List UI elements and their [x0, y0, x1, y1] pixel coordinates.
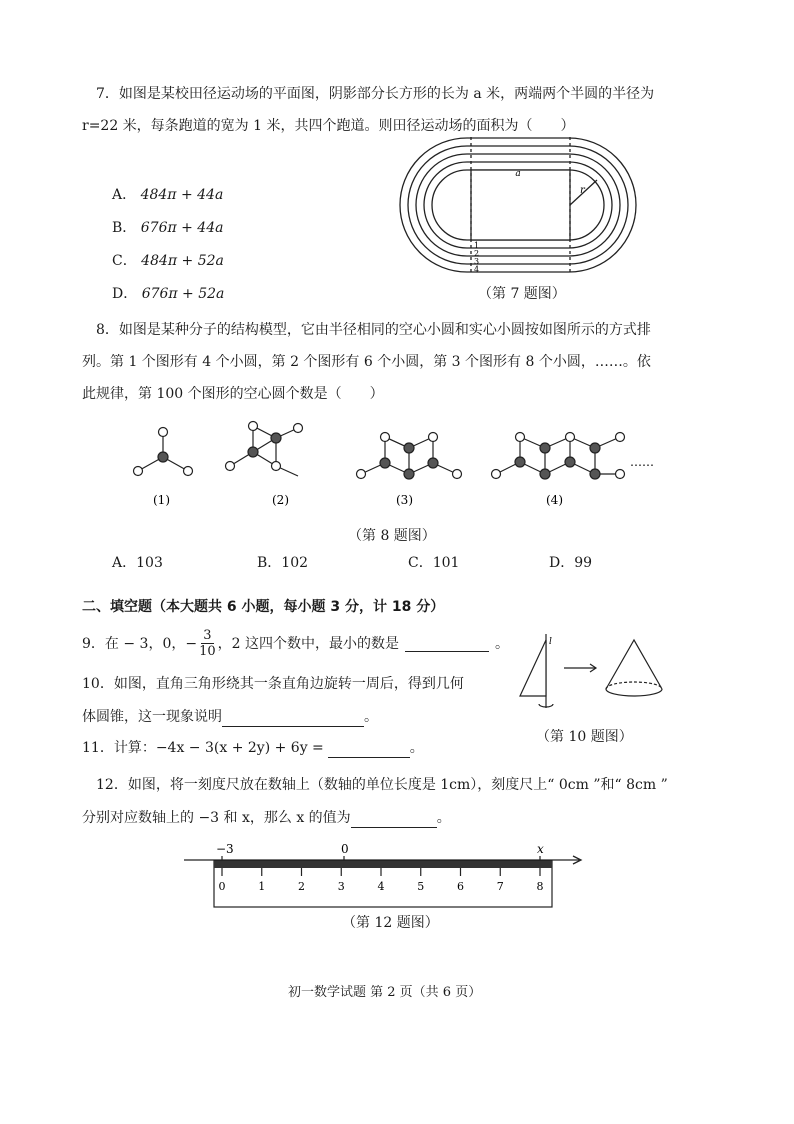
solid-circle — [271, 433, 281, 443]
q11-text — [82, 738, 424, 758]
hollow-circle — [134, 467, 143, 476]
cone-base-back — [606, 682, 662, 689]
q8-text-line1: 8．如图是某种分子的结构模型，它由半径相同的空心小圆和实心小圆按如图所示的方式排 — [96, 322, 651, 338]
hollow-circle — [381, 433, 390, 442]
option-text: 101 — [432, 555, 460, 571]
label-r: r — [580, 185, 585, 196]
q12-answer-blank[interactable] — [351, 811, 437, 828]
q9-prefix: 9．在 − 3，0，− — [82, 635, 198, 652]
hollow-circle — [616, 433, 625, 442]
q12-ruler-figure — [180, 838, 590, 912]
axis-label-x: x — [537, 842, 544, 856]
q7-option-b — [112, 218, 223, 238]
figure-label-3: (3) — [396, 493, 413, 507]
q11-expression: 11．计算：−4x − 3(x + 2y) + 6y = — [82, 740, 324, 756]
cone-sides — [606, 640, 662, 689]
q12-end: 。 — [436, 810, 451, 826]
solid-circle — [540, 469, 550, 479]
q8-caption: （第 8 题图） — [348, 528, 436, 544]
hollow-circle — [184, 467, 193, 476]
q9-answer-blank[interactable] — [405, 635, 489, 652]
q10-caption: （第 10 题图） — [536, 729, 633, 745]
q10-figure — [512, 632, 672, 714]
hollow-circle — [492, 470, 501, 479]
solid-circle — [404, 443, 414, 453]
hollow-circle — [357, 470, 366, 479]
q10-line2-text: 体圆锥，这一现象说明 — [82, 709, 222, 725]
q10-text-line1: 10．如图，直角三角形绕其一条直角边旋转一周后，得到几何 — [82, 676, 464, 692]
hollow-circle — [249, 422, 258, 431]
axis-label-minus3: −3 — [216, 842, 234, 856]
solid-circle — [540, 443, 550, 453]
ruler-edge-band — [214, 861, 552, 868]
q8-text-line3: 此规律，第 100 个图形的空心圆个数是（ ） — [82, 386, 384, 402]
hollow-circle — [566, 433, 575, 442]
solid-circle — [248, 447, 258, 457]
solid-circle — [380, 458, 390, 468]
molecule-figure-3 — [357, 433, 462, 480]
lane-number-1: 1 — [474, 241, 480, 250]
option-letter: A． — [112, 187, 137, 203]
axis-label-0: 0 — [341, 842, 349, 856]
q12-text-line2 — [82, 808, 451, 828]
hollow-circle — [616, 470, 625, 479]
q7-option-a — [112, 185, 223, 205]
shaded-rectangle — [471, 170, 570, 240]
section-2-title: 二、填空题（本大题共 6 小题，每小题 3 分，计 18 分） — [82, 599, 445, 615]
q8-molecule-figures — [120, 418, 680, 507]
fraction-denominator: 10 — [199, 644, 216, 659]
label-a: a — [515, 169, 521, 179]
ruler-tick-label: 3 — [337, 880, 345, 893]
solid-circle — [590, 469, 600, 479]
molecule-figure-4 — [492, 433, 625, 480]
molecule-figure-1 — [134, 428, 193, 476]
q8-option-c — [408, 553, 459, 573]
ruler-tick-label: 4 — [377, 880, 385, 893]
hollow-circle — [226, 462, 235, 471]
q8-option-b — [257, 553, 308, 573]
q9-end: 。 — [495, 635, 509, 652]
molecule-ellipsis: …… — [630, 455, 654, 469]
hollow-circle — [516, 433, 525, 442]
solid-circle — [404, 469, 414, 479]
q9-text — [82, 628, 509, 659]
q9-fraction — [199, 628, 216, 659]
axis-label-l: l — [549, 637, 552, 647]
figure-label-2: (2) — [272, 493, 289, 507]
q10-answer-blank[interactable] — [222, 710, 364, 727]
ruler-tick-label: 8 — [536, 880, 544, 893]
right-triangle — [520, 640, 546, 696]
solid-circle — [590, 443, 600, 453]
ruler-tick-label: 5 — [417, 880, 425, 893]
cone-base-front — [606, 689, 662, 696]
q7-track-figure — [398, 135, 638, 277]
q10-end: 。 — [364, 709, 378, 725]
hollow-circle — [159, 428, 168, 437]
option-text: 676π + 44a — [140, 220, 224, 236]
option-letter: D． — [112, 286, 138, 302]
figure-label-4: (4) — [546, 493, 563, 507]
lane-number-3: 3 — [474, 257, 480, 266]
hollow-circle — [429, 433, 438, 442]
q12-text-line1: 12．如图，将一刻度尺放在数轴上（数轴的单位长度是 1cm），刻度尺上“ 0cm ”和“ 8cm ” — [96, 777, 668, 793]
q12-caption: （第 12 题图） — [342, 915, 439, 931]
q8-text-line2: 列。第 1 个图形有 4 个小圆，第 2 个图形有 6 个小圆，第 3 个图形有 8 个小圆，……。依 — [82, 354, 651, 370]
q8-option-d — [549, 553, 592, 573]
ruler-tick-label: 7 — [496, 880, 504, 893]
option-letter: B． — [112, 220, 137, 236]
page-footer: 初一数学试题 第 2 页（共 6 页） — [288, 985, 482, 1000]
q7-caption: （第 7 题图） — [478, 286, 566, 302]
solid-circle — [428, 458, 438, 468]
ruler-tick-label: 2 — [298, 880, 305, 893]
option-letter: B． — [257, 555, 282, 571]
q12-line2-text: 分别对应数轴上的 −3 和 x，那么 x 的值为 — [82, 810, 351, 826]
q7-option-d — [112, 284, 224, 304]
hollow-circle — [453, 470, 462, 479]
solid-circle — [515, 457, 525, 467]
lane-number-4: 4 — [474, 265, 480, 274]
hollow-circle — [294, 424, 303, 433]
solid-circle — [565, 457, 575, 467]
ruler-tick-label: 0 — [218, 880, 226, 893]
option-text: 484π + 44a — [140, 187, 224, 203]
figure-label-1: (1) — [153, 493, 170, 507]
ruler-tick-label: 6 — [457, 880, 464, 893]
option-text: 484π + 52a — [141, 253, 224, 269]
option-letter: D． — [549, 555, 575, 571]
option-letter: C． — [112, 253, 137, 269]
q10-text-line2 — [82, 707, 378, 727]
option-text: 99 — [574, 555, 593, 571]
option-text: 103 — [136, 555, 163, 571]
option-text: 102 — [281, 555, 309, 571]
q11-end: 。 — [409, 740, 424, 756]
lane-number-2: 2 — [474, 249, 480, 258]
molecule-figure-2 — [226, 422, 303, 477]
fraction-numerator: 3 — [203, 628, 212, 643]
option-letter: A． — [112, 555, 137, 571]
ruler-tick-label: 1 — [258, 880, 266, 893]
q8-option-a — [112, 553, 163, 573]
solid-circle — [158, 452, 168, 462]
q9-suffix: ，2 这四个数中，最小的数是 — [217, 635, 399, 652]
q7-option-c — [112, 251, 224, 271]
option-text: 676π + 52a — [141, 286, 225, 302]
q11-answer-blank[interactable] — [328, 741, 410, 758]
q7-text-line2: r=22 米，每条跑道的宽为 1 米，共四个跑道。则田径运动场的面积为（ ） — [82, 118, 575, 134]
q7-text-line1: 7．如图是某校田径运动场的平面图，阴影部分长方形的长为 a 米，两端两个半圆的半径为 — [96, 86, 655, 102]
option-letter: C． — [408, 555, 433, 571]
hollow-circle — [272, 462, 281, 471]
